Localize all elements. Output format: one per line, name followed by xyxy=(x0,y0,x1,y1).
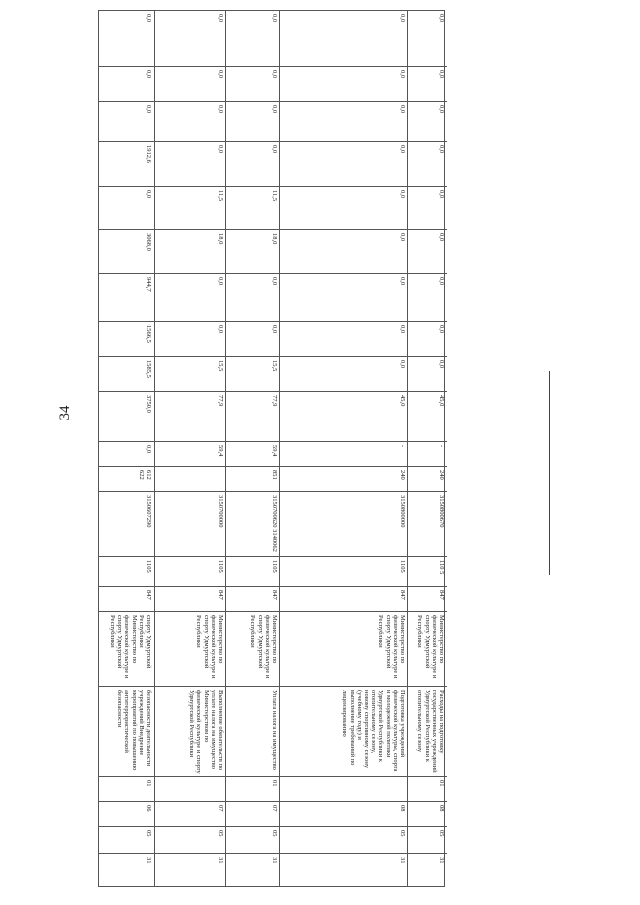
cell-text: 0,0 xyxy=(399,70,406,79)
table-cell xyxy=(99,686,154,776)
cell-text: 0,0 xyxy=(145,105,152,114)
cell-text: 0,0 xyxy=(438,233,445,242)
table-cell xyxy=(155,186,226,229)
table-cell xyxy=(99,776,154,801)
table-cell xyxy=(226,66,280,101)
cell-text: 847 xyxy=(438,590,445,600)
cell-text: 1105 xyxy=(217,560,224,573)
cell-text: 0,0 xyxy=(271,145,278,154)
table-cell xyxy=(226,556,280,586)
cell-text: 31 xyxy=(217,857,224,864)
table-cell xyxy=(226,466,280,491)
table-cell xyxy=(226,441,280,466)
cell-text: 3750,0 xyxy=(145,395,152,413)
table-cell xyxy=(408,229,447,273)
table-cell xyxy=(99,491,154,556)
cell-text: 240 xyxy=(438,470,445,480)
cell-text: 0,0 xyxy=(271,277,278,286)
cell-text: 1566,5 xyxy=(145,325,152,343)
table-cell xyxy=(408,801,447,826)
cell-text: 0,0 xyxy=(271,70,278,79)
cell-text: 3068,0 xyxy=(145,233,152,251)
table-cell xyxy=(280,826,408,853)
table-cell xyxy=(99,441,154,466)
table-cell xyxy=(226,273,280,321)
table-cell xyxy=(408,321,447,356)
cell-text: 05 xyxy=(217,830,224,837)
cell-text: 07 xyxy=(271,805,278,812)
table-cell xyxy=(99,586,154,611)
cell-text: 0,0 xyxy=(399,277,406,286)
table-cell xyxy=(155,141,226,186)
cell-text: 77,9 xyxy=(217,395,224,407)
cell-text: 0,0 xyxy=(438,145,445,154)
cell-text xyxy=(155,467,226,491)
table-cell xyxy=(226,776,280,801)
table-cell xyxy=(155,556,226,586)
cell-text: безопасности деятельности учреждений Внедрение мероприятий по повышению антитеррористической безопасности xyxy=(116,690,152,771)
table-cell xyxy=(155,321,226,356)
table-cell xyxy=(155,441,226,466)
cell-text: 847 xyxy=(217,590,224,600)
table-cell xyxy=(408,466,447,491)
cell-text: 0,0 xyxy=(217,105,224,114)
cell-text: 0,0 xyxy=(145,14,152,23)
cell-text: 0,0 xyxy=(399,325,406,334)
cell-text: Уплата налога на имущество xyxy=(271,690,278,770)
table-cell xyxy=(99,321,154,356)
table-cell xyxy=(155,66,226,101)
table-cell xyxy=(226,801,280,826)
cell-text: 0,0 xyxy=(399,14,406,23)
cell-text: 15,5 xyxy=(271,360,278,372)
table-cell xyxy=(280,556,408,586)
cell-text: Министерство по физической культуре и спорту Удмуртской Республики xyxy=(195,615,224,679)
table-cell xyxy=(155,11,226,66)
cell-text: 0,0 xyxy=(438,14,445,23)
table-cell xyxy=(280,853,408,878)
cell-text: 1105 xyxy=(145,560,152,573)
cell-text: 31 xyxy=(399,857,406,864)
cell-text: 847 xyxy=(145,590,152,600)
cell-text: 0,0 xyxy=(217,14,224,23)
cell-text: 0,0 xyxy=(271,14,278,23)
table-cell xyxy=(99,391,154,441)
table-cell xyxy=(280,491,408,556)
cell-text: 59,4 xyxy=(217,445,224,457)
table-cell xyxy=(226,826,280,853)
table-cell xyxy=(99,611,154,686)
cell-text: 08 xyxy=(399,805,406,812)
table-cell xyxy=(99,556,154,586)
table-cell xyxy=(280,686,408,776)
cell-text: 01 xyxy=(145,780,152,787)
table-cell xyxy=(408,611,447,686)
cell-text: 0,0 xyxy=(217,70,224,79)
table-cell xyxy=(280,141,408,186)
table-cell xyxy=(99,273,154,321)
cell-text: 31 xyxy=(271,857,278,864)
cell-text: 05 xyxy=(145,830,152,837)
table-cell xyxy=(408,491,447,556)
table-cell xyxy=(408,853,447,878)
table-cell xyxy=(99,466,154,491)
cell-text: 847 xyxy=(271,590,278,600)
table-cell xyxy=(280,101,408,141)
table-row xyxy=(154,11,226,886)
table-cell xyxy=(155,853,226,878)
table-cell xyxy=(280,229,408,273)
table-cell xyxy=(155,356,226,391)
cell-text: 05 xyxy=(399,830,406,837)
cell-text xyxy=(280,777,408,801)
table-cell xyxy=(408,556,447,586)
table-cell xyxy=(155,273,226,321)
table-cell xyxy=(155,491,226,556)
table-cell xyxy=(408,273,447,321)
cell-text: 0,0 xyxy=(145,70,152,79)
table-cell xyxy=(99,229,154,273)
table-cell xyxy=(155,611,226,686)
table-cell xyxy=(280,356,408,391)
cell-text: 3150607290 xyxy=(145,495,152,528)
cell-text: 0,0 xyxy=(145,190,152,199)
cell-text: 18,0 xyxy=(217,233,224,245)
cell-text: 59,4 xyxy=(271,445,278,457)
table-cell xyxy=(280,66,408,101)
cell-text: 01 xyxy=(438,780,445,787)
table-cell xyxy=(99,186,154,229)
table-cell xyxy=(226,356,280,391)
table-cell xyxy=(155,826,226,853)
cell-text: 612 622 xyxy=(137,470,152,480)
table-cell xyxy=(155,466,226,491)
table-row xyxy=(279,11,408,886)
cell-text: 944,7 xyxy=(145,277,152,292)
cell-text: 0,0 xyxy=(271,325,278,334)
table-cell xyxy=(99,66,154,101)
cell-text: 3150700000 xyxy=(217,495,224,528)
cell-text: 0,0 xyxy=(438,105,445,114)
table-cell xyxy=(408,11,447,66)
table-cell xyxy=(280,273,408,321)
table-cell xyxy=(226,11,280,66)
table-cell xyxy=(155,229,226,273)
table-cell xyxy=(408,776,447,801)
cell-text: Министерство по физической культуре и спорту Удмуртской Республики xyxy=(416,615,445,679)
table-cell xyxy=(99,141,154,186)
cell-text: 847 xyxy=(399,590,406,600)
cell-text: 0,0 xyxy=(399,360,406,369)
cell-text: 45,0 xyxy=(438,395,445,407)
cell-text: 0,0 xyxy=(438,277,445,286)
table-cell xyxy=(280,321,408,356)
cell-text: 851 xyxy=(271,470,278,480)
table-cell xyxy=(155,391,226,441)
table-cell xyxy=(99,801,154,826)
table-cell xyxy=(226,853,280,878)
table-cell xyxy=(280,441,408,466)
table-cell xyxy=(99,11,154,66)
table-row xyxy=(99,11,154,886)
table-cell xyxy=(226,686,280,776)
cell-text: 45,0 xyxy=(399,395,406,407)
cell-text: - xyxy=(438,445,445,448)
cell-text: 06 xyxy=(145,805,152,812)
table-cell xyxy=(408,586,447,611)
cell-text: 1912,6 xyxy=(145,145,152,163)
table-cell xyxy=(155,586,226,611)
table-cell xyxy=(408,66,447,101)
cell-text: Расходы на подготовку государственных учреждений Удмуртской Республики к отопительному сезону xyxy=(416,690,445,773)
table-cell xyxy=(155,686,226,776)
table-cell xyxy=(99,826,154,853)
table-cell xyxy=(226,141,280,186)
table-cell xyxy=(99,853,154,878)
table-row xyxy=(407,11,447,886)
cell-text: - xyxy=(399,445,406,448)
cell-text: 0,0 xyxy=(217,277,224,286)
cell-text: 01 xyxy=(271,780,278,787)
table-cell xyxy=(226,491,280,556)
table-row xyxy=(225,11,280,886)
cell-text: 11,5 xyxy=(271,190,278,202)
cell-text: 0,0 xyxy=(399,145,406,154)
cell-text: 0,0 xyxy=(217,145,224,154)
cell-text: 3150800000 xyxy=(399,495,406,528)
cell-text: Выполнение обязательств по уплате налога на имущество Министерством по физической культуре и спорту Удмуртской Республики xyxy=(188,690,224,774)
table-cell xyxy=(155,776,226,801)
cell-text: 1105 xyxy=(399,560,406,573)
cell-text: спорту Удмуртской Республики Министерство по физической культуре и спорту Удмуртской Республики xyxy=(108,615,152,679)
table-cell xyxy=(408,826,447,853)
page-number: 34 xyxy=(57,405,73,421)
table-cell xyxy=(408,356,447,391)
table-cell xyxy=(408,101,447,141)
cell-text: 0,0 xyxy=(399,233,406,242)
table-cell xyxy=(226,391,280,441)
table-cell xyxy=(408,441,447,466)
table-cell xyxy=(280,466,408,491)
table-cell xyxy=(99,101,154,141)
budget-table xyxy=(98,10,445,887)
table-cell xyxy=(99,356,154,391)
cell-text: 11,5 xyxy=(217,190,224,202)
table-cell xyxy=(280,776,408,801)
cell-text: 31 xyxy=(438,857,445,864)
table-cell xyxy=(155,101,226,141)
table-cell xyxy=(408,391,447,441)
cell-text: 31 xyxy=(145,857,152,864)
cell-text: Подготовка учреждений физической культуры, спорта и молодежной политики Удмуртской Республики к отопительному сезону, новому спортивному сезону (учебному году) и выполнение требований по лицензированию xyxy=(341,690,406,772)
cell-text xyxy=(155,777,226,801)
cell-text: 05 xyxy=(271,830,278,837)
cell-text: 3150700620 3140062 xyxy=(271,495,278,552)
cell-text: 0,0 xyxy=(399,105,406,114)
cell-text: 08 xyxy=(438,805,445,812)
cell-text: Министерство по физической культуре и спорту Удмуртской Республики xyxy=(377,615,406,679)
table-cell xyxy=(226,611,280,686)
cell-text: 1585,5 xyxy=(145,360,152,378)
cell-text: 0,0 xyxy=(271,105,278,114)
cell-text: 1105 xyxy=(271,560,278,573)
table-cell xyxy=(280,391,408,441)
table-cell xyxy=(226,101,280,141)
table-cell xyxy=(226,229,280,273)
cell-text: 0,0 xyxy=(399,190,406,199)
table-cell xyxy=(226,321,280,356)
table-cell xyxy=(408,141,447,186)
table-cell xyxy=(280,611,408,686)
cell-text: 07 xyxy=(217,805,224,812)
cell-text: 0,0 xyxy=(438,360,445,369)
table-cell xyxy=(280,586,408,611)
table-cell xyxy=(280,186,408,229)
cell-text: 0,0 xyxy=(438,325,445,334)
table-cell xyxy=(408,186,447,229)
table-cell xyxy=(280,801,408,826)
cell-text: 77,9 xyxy=(271,395,278,407)
table-cell xyxy=(155,801,226,826)
cell-text: 0,0 xyxy=(438,70,445,79)
cell-text: 05 xyxy=(438,830,445,837)
cell-text: 0,0 xyxy=(438,190,445,199)
table-cell xyxy=(226,586,280,611)
table-cell xyxy=(226,186,280,229)
cell-text: 18,0 xyxy=(271,233,278,245)
cell-text: 15,5 xyxy=(217,360,224,372)
cell-text: 0,0 xyxy=(217,325,224,334)
cell-text: 3150800670 xyxy=(438,495,445,528)
cell-text: 0,0 xyxy=(145,445,152,454)
cell-text: 240 xyxy=(399,470,406,480)
table-cell xyxy=(408,686,447,776)
cell-text: 110 5 xyxy=(438,560,445,575)
separator-line xyxy=(549,371,550,575)
cell-text: Министерство по физической культуре и спорту Удмуртской Республики xyxy=(249,615,278,679)
table-cell xyxy=(280,11,408,66)
